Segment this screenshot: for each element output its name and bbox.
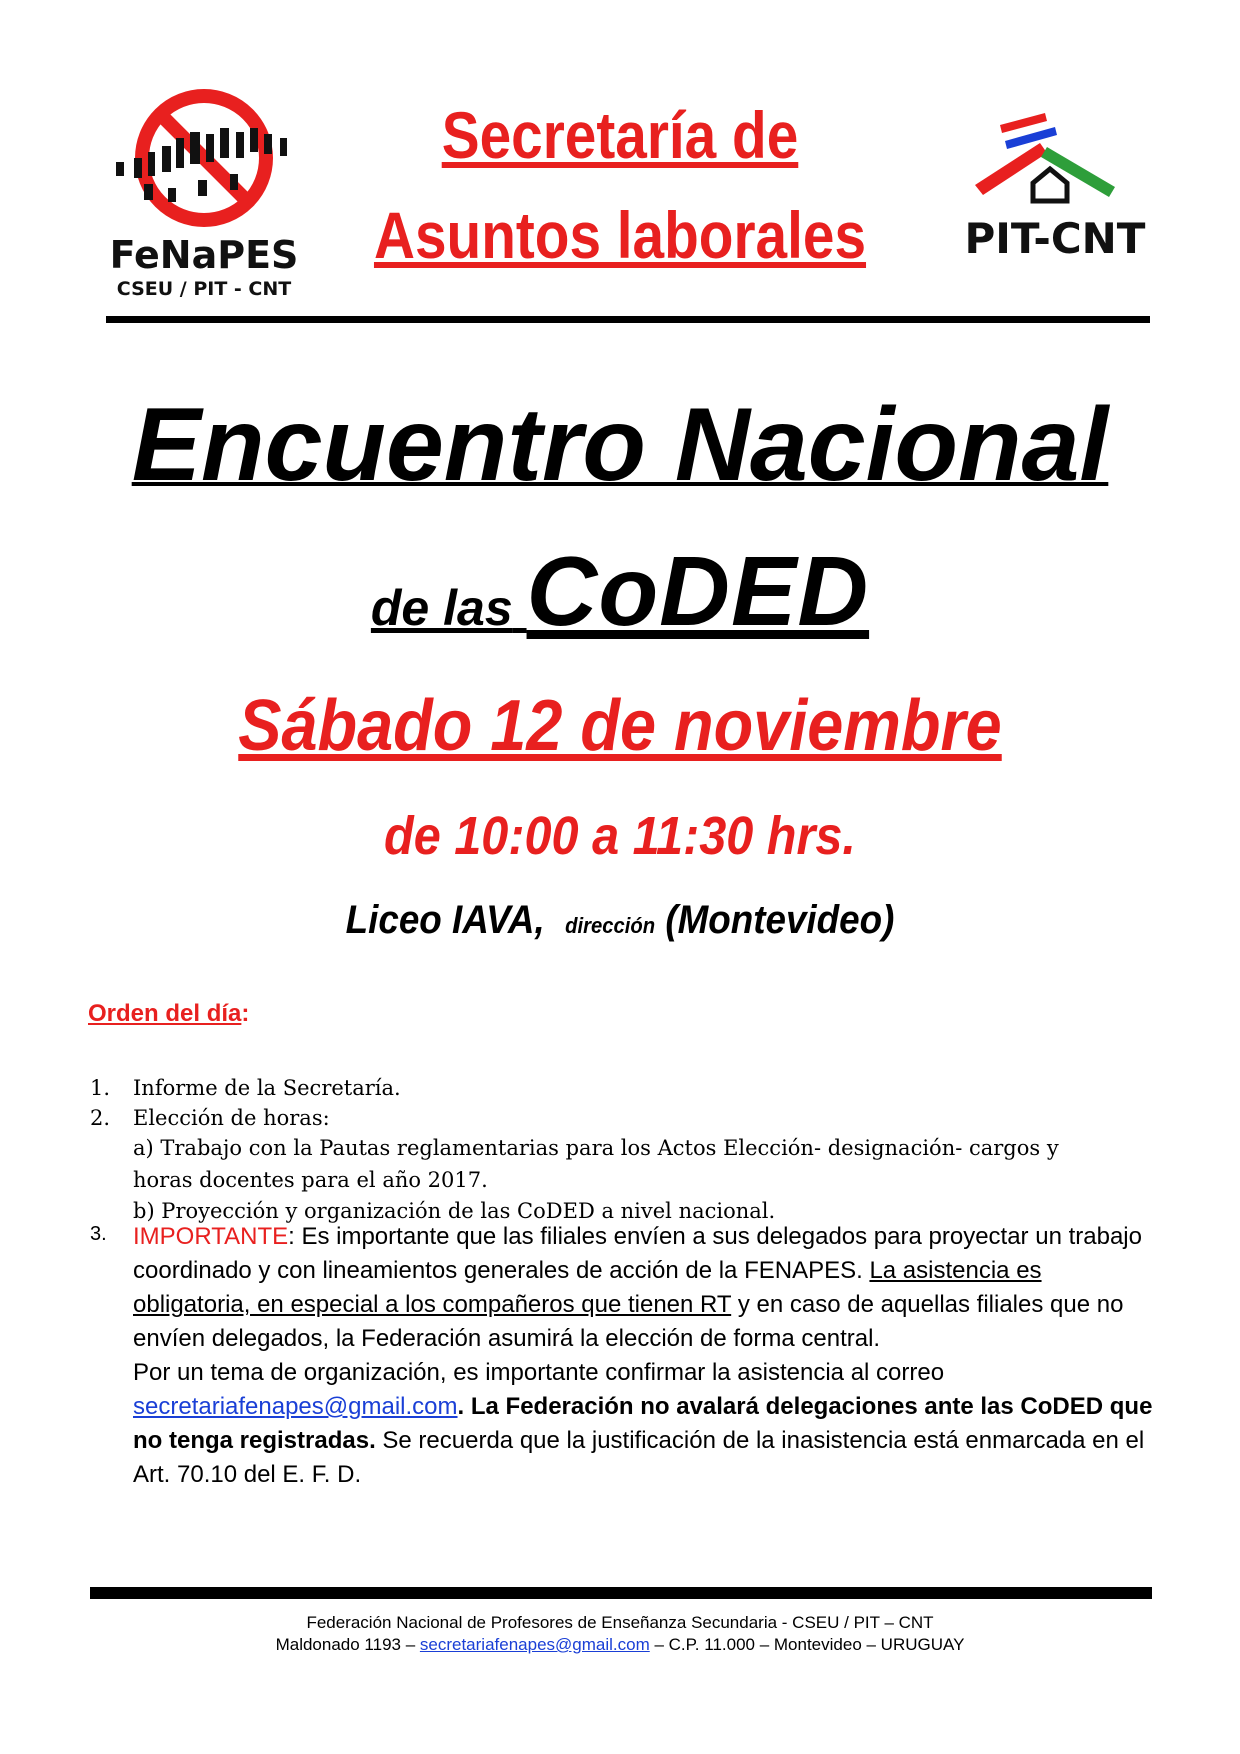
pit-cnt-emblem-icon	[955, 105, 1155, 265]
svg-text:CSEU / PIT - CNT: CSEU / PIT - CNT	[116, 278, 292, 300]
footer-organization: Federación Nacional de Profesores de Enseñanza Secundaria - CSEU / PIT – CNT	[306, 1613, 934, 1632]
header-divider	[106, 316, 1150, 323]
agenda-item: Informe de la Secretaría.	[133, 1076, 401, 1100]
header-title-line2: Asuntos laborales	[373, 198, 867, 272]
agenda-heading: Orden del día:	[88, 1000, 250, 1027]
event-date: Sábado 12 de noviembre	[238, 686, 1002, 766]
fenapes-logo	[104, 88, 304, 308]
header-title-line1: Secretaría de	[441, 98, 799, 172]
event-time: de 10:00 a 11:30 hrs.	[384, 806, 856, 866]
svg-text:FeNaPES: FeNaPES	[109, 233, 299, 277]
page-subtitle: de las CoDED	[370, 536, 870, 646]
contact-email-link[interactable]: secretariafenapes@gmail.com	[133, 1393, 458, 1420]
page-title: Encuentro Nacional	[131, 387, 1109, 503]
footer-address: Maldonado 1193 – secretariafenapes@gmail.com – C.P. 11.000 – Montevideo – URUGUAY	[275, 1635, 965, 1654]
fenapes-emblem-icon	[104, 88, 304, 308]
event-venue: Liceo IAVA, dirección (Montevideo)	[345, 898, 895, 942]
agenda-item: Elección de horas:	[133, 1106, 330, 1130]
agenda-item-number: 2.	[90, 1106, 111, 1130]
confirmation-paragraph: Por un tema de organización, es importante confirmar la asistencia al correo secretariafenapes@gmail.com. La Federación no avalará delegaciones ante las CoDED que no tenga registradas. Se recuerda que la justificación de la inasistencia está enmarcada en el Art. 70.10 del E. F. D.	[133, 1359, 1153, 1488]
agenda-item-important	[133, 1220, 1153, 1492]
important-paragraph: IMPORTANTE: Es importante que las filiales envíen a sus delegados para proyectar un trabajo coordinado y con lineamientos generales de acción de la FENAPES. La asistencia es obligatoria, en especial a los compañeros que tienen RT y en caso de aquellas filiales que no envíen delegados, la Federación asumirá la elección de forma central.	[133, 1223, 1142, 1352]
agenda-subitem: a) Trabajo con la Pautas reglamentarias para los Actos Elección- designación- cargos y	[133, 1136, 1059, 1160]
svg-text:PIT-CNT: PIT-CNT	[964, 214, 1146, 263]
agenda-item-number: 1.	[90, 1076, 111, 1100]
footer-email-link[interactable]: secretariafenapes@gmail.com	[419, 1635, 650, 1654]
pit-cnt-logo	[955, 105, 1155, 265]
agenda-subitem: b) Proyección y organización de las CoDED a nivel nacional.	[133, 1199, 776, 1223]
agenda-item-number: 3.	[90, 1223, 107, 1245]
agenda-subitem: horas docentes para el año 2017.	[133, 1168, 488, 1192]
footer-divider	[90, 1587, 1152, 1599]
